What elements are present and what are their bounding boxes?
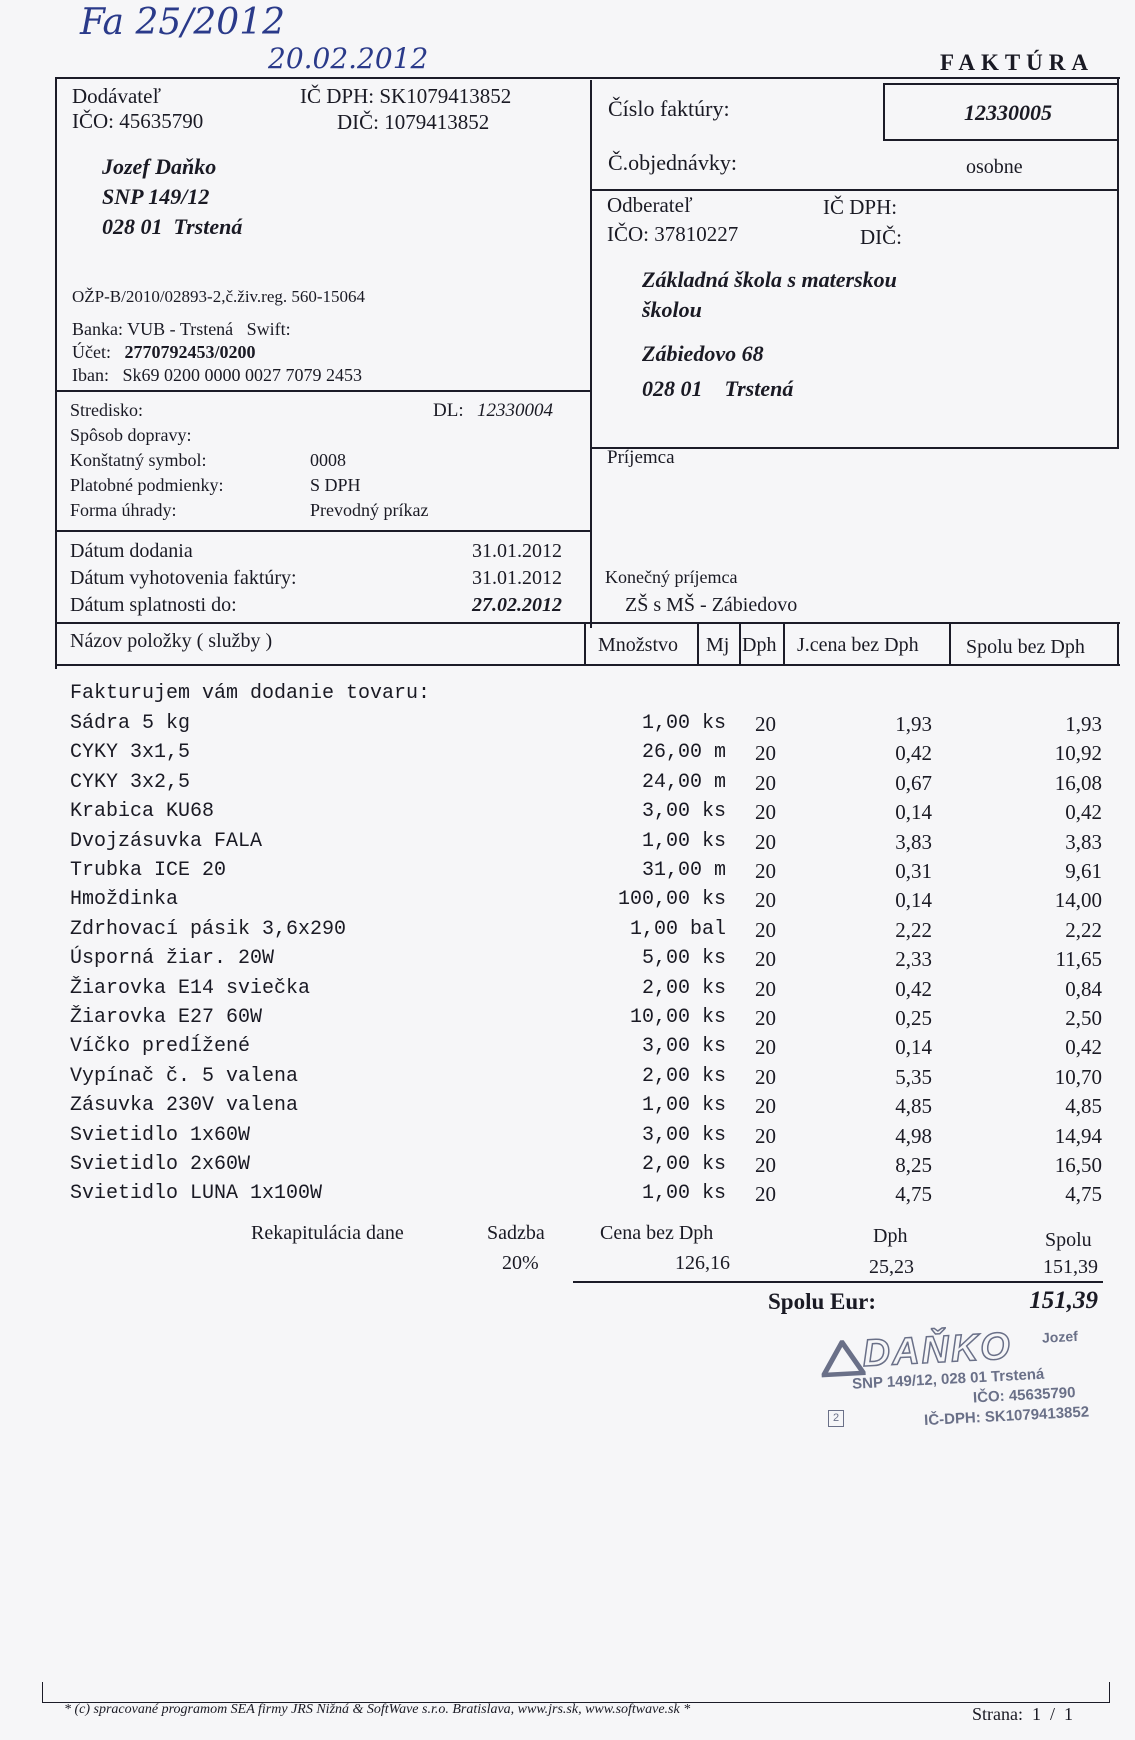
item-quantity: 1,00 ks xyxy=(641,829,726,853)
item-unit-price: 2,33 xyxy=(895,947,932,972)
table-row xyxy=(0,859,1135,888)
details-values xyxy=(310,448,428,523)
item-total: 1,93 xyxy=(1065,712,1102,736)
stamp-number-box: 2 xyxy=(828,1410,844,1427)
item-quantity: 3,00 ks xyxy=(641,1123,726,1147)
item-unit-price: 0,14 xyxy=(895,1035,932,1060)
item-quantity: 5,00 ks xyxy=(641,947,726,971)
frame-line xyxy=(55,390,592,392)
item-total: 3,83 xyxy=(1065,829,1102,854)
item-name: Svietidlo 1x60W xyxy=(70,1123,251,1147)
footer-rule xyxy=(1109,1682,1110,1702)
item-total: 16,50 xyxy=(1054,1153,1102,1177)
item-vat: 20 xyxy=(755,1182,776,1207)
item-total: 0,42 xyxy=(1065,1035,1102,1060)
grand-total-label: Spolu Eur: xyxy=(768,1289,877,1314)
item-name: Hmoždinka xyxy=(70,888,179,912)
frame-line xyxy=(883,139,1119,141)
supplier-ico: IČO: 45635790 xyxy=(72,109,204,133)
recap-tax-label: Dph xyxy=(873,1225,908,1247)
company-stamp xyxy=(820,1321,1105,1436)
table-row xyxy=(0,1094,1135,1123)
footer-credit: * (c) spracované programom SEA firmy JRS Nižná & SoftWave s.r.o. Bratislava, www.jrs.sk, www.softwave.sk * xyxy=(64,1702,691,1717)
item-name: Zdrhovací pásik 3,6x290 xyxy=(70,917,347,941)
item-vat: 20 xyxy=(755,1035,776,1060)
item-unit-price: 0,42 xyxy=(895,976,932,1001)
item-unit-price: 0,42 xyxy=(895,741,932,766)
item-vat: 20 xyxy=(755,917,776,942)
date-issue-label: Dátum vyhotovenia faktúry: xyxy=(70,567,297,589)
item-quantity: 1,00 ks xyxy=(641,1182,726,1206)
stamp-icdph: IČ-DPH: SK1079413852 xyxy=(923,1403,1090,1430)
item-quantity: 31,00 m xyxy=(641,859,726,882)
item-total: 14,94 xyxy=(1054,1123,1102,1148)
invoice-number: 12330005 xyxy=(964,100,1052,125)
details-block xyxy=(70,398,223,523)
table-row xyxy=(0,830,1135,859)
table-row xyxy=(0,1124,1135,1153)
item-quantity: 10,00 ks xyxy=(629,1006,726,1029)
item-vat: 20 xyxy=(755,770,776,795)
table-row xyxy=(0,771,1135,800)
item-unit-price: 1,93 xyxy=(895,712,932,736)
dl-value: 12330004 xyxy=(477,400,553,421)
item-vat: 20 xyxy=(755,859,776,883)
item-vat: 20 xyxy=(755,712,776,736)
stamp-address: SNP 149/12, 028 01 Trstená xyxy=(851,1365,1045,1393)
customer-address xyxy=(642,265,897,404)
recap-base: 126,16 xyxy=(675,1252,730,1274)
plat-value: S DPH xyxy=(310,475,361,495)
item-vat: 20 xyxy=(755,1064,776,1089)
item-total: 2,22 xyxy=(1065,917,1102,942)
header-unit: Mj xyxy=(706,634,730,656)
stredisko-label: Stredisko: xyxy=(70,400,144,420)
customer-label: Odberateľ xyxy=(607,193,693,217)
item-unit-price: 3,83 xyxy=(895,829,932,854)
item-quantity: 3,00 ks xyxy=(641,800,726,824)
forma-value: Prevodný príkaz xyxy=(310,500,429,520)
footer-page: Strana: 1 / 1 xyxy=(972,1704,1073,1724)
item-vat: 20 xyxy=(755,947,776,972)
item-vat: 20 xyxy=(755,741,776,766)
frame-line xyxy=(697,624,699,666)
table-row xyxy=(0,1065,1135,1094)
table-row xyxy=(0,918,1135,947)
recap-label: Rekapitulácia dane xyxy=(251,1222,404,1244)
table-row xyxy=(0,741,1135,770)
frame-line xyxy=(783,624,785,666)
supplier-label: Dodávateľ xyxy=(72,84,161,108)
customer-name-1: Základná škola s materskou xyxy=(642,267,897,292)
iban-number: Sk69 0200 0000 0027 7079 2453 xyxy=(122,365,362,385)
dl-label: DL: xyxy=(433,400,464,421)
table-row xyxy=(0,800,1135,829)
frame-line xyxy=(739,624,741,666)
frame-line xyxy=(55,77,57,669)
customer-dic: DIČ: xyxy=(860,225,902,249)
recap-tax: 25,23 xyxy=(869,1256,914,1278)
final-recipient-label: Konečný príjemca xyxy=(605,567,738,587)
item-unit-price: 2,22 xyxy=(895,917,932,942)
item-quantity: 2,00 ks xyxy=(641,1153,726,1176)
recap-rate: 20% xyxy=(502,1252,539,1274)
document-title: FAKTÚRA xyxy=(940,50,1095,75)
header-total: Spolu bez Dph xyxy=(966,636,1085,658)
item-unit-price: 0,25 xyxy=(895,1006,932,1030)
date-due-label: Dátum splatnosti do: xyxy=(70,594,237,616)
account-label: Účet: xyxy=(72,342,111,362)
supplier-street: SNP 149/12 xyxy=(102,184,210,209)
handwritten-date-note: 20.02.2012 xyxy=(268,42,429,75)
frame-line xyxy=(949,624,951,666)
order-label: Č.objednávky: xyxy=(608,150,737,175)
supplier-block xyxy=(72,84,203,134)
item-name: Dvojzásuvka FALA xyxy=(70,829,263,853)
item-vat: 20 xyxy=(755,1006,776,1030)
item-vat: 20 xyxy=(755,800,776,825)
item-name: Krabica KU68 xyxy=(70,800,215,824)
table-row xyxy=(0,1006,1135,1035)
frame-line xyxy=(1117,624,1119,666)
frame-line xyxy=(590,80,592,628)
item-unit-price: 4,98 xyxy=(895,1123,932,1148)
konst-value: 0008 xyxy=(310,450,346,470)
item-total: 4,75 xyxy=(1065,1182,1102,1207)
plat-label: Platobné podmienky: xyxy=(70,475,224,495)
item-unit-price: 5,35 xyxy=(895,1064,932,1089)
item-name: Vypínač č. 5 valena xyxy=(70,1064,299,1088)
dates-values xyxy=(430,538,562,619)
stamp-brand: DAŇKO xyxy=(861,1325,1013,1376)
frame-line xyxy=(1117,77,1119,449)
table-row xyxy=(0,977,1135,1006)
customer-city: 028 01 Trstená xyxy=(642,376,794,401)
item-total: 9,61 xyxy=(1065,859,1102,883)
item-quantity: 26,00 m xyxy=(641,741,726,765)
item-quantity: 1,00 ks xyxy=(641,1094,726,1118)
frame-line xyxy=(55,622,1120,624)
header-quantity: Množstvo xyxy=(598,634,678,656)
customer-name-2: školou xyxy=(642,297,702,322)
header-unit-price: J.cena bez Dph xyxy=(797,634,919,656)
item-name: Sádra 5 kg xyxy=(70,712,191,735)
table-row xyxy=(0,888,1135,917)
date-issue: 31.01.2012 xyxy=(472,567,562,589)
frame-line xyxy=(55,664,1120,666)
date-delivery: 31.01.2012 xyxy=(472,540,562,562)
item-name: Žiarovka E27 60W xyxy=(70,1006,263,1029)
stamp-sub: Jozef xyxy=(1041,1327,1079,1346)
item-name: Zásuvka 230V valena xyxy=(70,1094,299,1118)
customer-street: Zábiedovo 68 xyxy=(642,341,764,366)
table-row xyxy=(0,947,1135,976)
item-total: 4,85 xyxy=(1065,1094,1102,1119)
item-total: 0,84 xyxy=(1065,976,1102,1001)
recap-sum-label: Spolu xyxy=(1045,1229,1092,1251)
handwritten-invoice-note: Fa 25/2012 xyxy=(80,2,285,43)
item-unit-price: 0,14 xyxy=(895,800,932,825)
item-vat: 20 xyxy=(755,976,776,1001)
customer-ic-dph: IČ DPH: xyxy=(823,195,898,219)
doprava-label: Spôsob dopravy: xyxy=(70,425,192,445)
item-quantity: 100,00 ks xyxy=(617,888,726,912)
frame-line xyxy=(883,83,1119,85)
frame-line xyxy=(883,83,885,141)
item-quantity: 1,00 ks xyxy=(641,712,726,735)
recipient-label: Príjemca xyxy=(607,447,675,468)
item-unit-price: 0,31 xyxy=(895,859,932,883)
supplier-address xyxy=(102,152,242,242)
item-vat: 20 xyxy=(755,888,776,913)
invoice-number-label: Číslo faktúry: xyxy=(608,96,730,121)
item-quantity: 24,00 m xyxy=(641,770,726,794)
item-name: Žiarovka E14 sviečka xyxy=(70,976,311,1000)
item-total: 14,00 xyxy=(1054,888,1102,913)
order-value: osobne xyxy=(966,156,1023,178)
item-quantity: 1,00 bal xyxy=(629,917,726,941)
item-name: Svietidlo LUNA 1x100W xyxy=(70,1182,323,1206)
supplier-ic-dph: IČ DPH: SK1079413852 xyxy=(300,84,512,108)
date-due: 27.02.2012 xyxy=(472,594,562,616)
item-name: Svietidlo 2x60W xyxy=(70,1153,251,1176)
final-recipient-value: ZŠ s MŠ - Zábiedovo xyxy=(625,594,798,616)
item-vat: 20 xyxy=(755,829,776,854)
item-unit-price: 4,85 xyxy=(895,1094,932,1119)
customer-ico: IČO: 37810227 xyxy=(607,222,739,246)
grand-total: 151,39 xyxy=(1029,1287,1098,1314)
item-total: 10,92 xyxy=(1054,741,1102,766)
stamp-ico: IČO: 45635790 xyxy=(972,1384,1076,1407)
item-unit-price: 0,14 xyxy=(895,888,932,913)
recap-rule xyxy=(573,1281,1103,1283)
table-row xyxy=(0,1182,1135,1211)
dates-labels xyxy=(70,538,297,619)
item-total: 2,50 xyxy=(1065,1006,1102,1030)
account-number: 2770792453/0200 xyxy=(124,342,256,362)
item-unit-price: 4,75 xyxy=(895,1182,932,1207)
iban-label: Iban: xyxy=(72,365,109,385)
item-name: CYKY 3x2,5 xyxy=(70,770,191,794)
item-total: 11,65 xyxy=(1055,947,1102,972)
item-total: 10,70 xyxy=(1054,1064,1102,1089)
item-name: CYKY 3x1,5 xyxy=(70,741,191,765)
table-row xyxy=(0,712,1135,741)
supplier-dic: DIČ: 1079413852 xyxy=(337,110,490,134)
supplier-registration: OŽP-B/2010/02893-2,č.živ.reg. 560-15064 xyxy=(72,287,366,306)
stamp-logo-icon xyxy=(820,1339,866,1377)
supplier-bank: Banka: VUB - Trstená Swift: xyxy=(72,319,291,339)
item-name: Trubka ICE 20 xyxy=(70,859,227,882)
recap-rate-label: Sadzba xyxy=(487,1222,545,1244)
frame-line xyxy=(55,77,1120,79)
item-total: 16,08 xyxy=(1054,770,1102,795)
footer-rule xyxy=(42,1682,43,1702)
item-unit-price: 0,67 xyxy=(895,770,932,795)
item-vat: 20 xyxy=(755,1123,776,1148)
item-vat: 20 xyxy=(755,1094,776,1119)
supplier-name: Jozef Daňko xyxy=(102,154,217,179)
konst-label: Konštatný symbol: xyxy=(70,450,207,470)
frame-line xyxy=(584,624,586,666)
frame-line xyxy=(55,530,592,532)
header-vat: Dph xyxy=(742,634,777,656)
recap-base-label: Cena bez Dph xyxy=(600,1222,714,1244)
item-total: 0,42 xyxy=(1065,800,1102,825)
item-vat: 20 xyxy=(755,1153,776,1177)
forma-label: Forma úhrady: xyxy=(70,500,177,520)
supplier-bank-block xyxy=(72,318,362,387)
supplier-city: 028 01 Trstená xyxy=(102,214,243,239)
header-item-name: Názov položky ( služby ) xyxy=(70,630,273,652)
table-row xyxy=(0,1035,1135,1064)
item-name: Úsporná žiar. 20W xyxy=(70,947,275,971)
date-delivery-label: Dátum dodania xyxy=(70,540,193,562)
frame-line xyxy=(592,189,1119,191)
items-intro: Fakturujem vám dodanie tovaru: xyxy=(70,682,431,705)
item-name: Víčko predĺžené xyxy=(70,1035,251,1059)
item-unit-price: 8,25 xyxy=(895,1153,932,1177)
item-quantity: 2,00 ks xyxy=(641,976,726,1000)
item-quantity: 2,00 ks xyxy=(641,1064,726,1088)
recap-sum: 151,39 xyxy=(1043,1256,1098,1278)
table-row xyxy=(0,1153,1135,1182)
item-quantity: 3,00 ks xyxy=(641,1035,726,1059)
